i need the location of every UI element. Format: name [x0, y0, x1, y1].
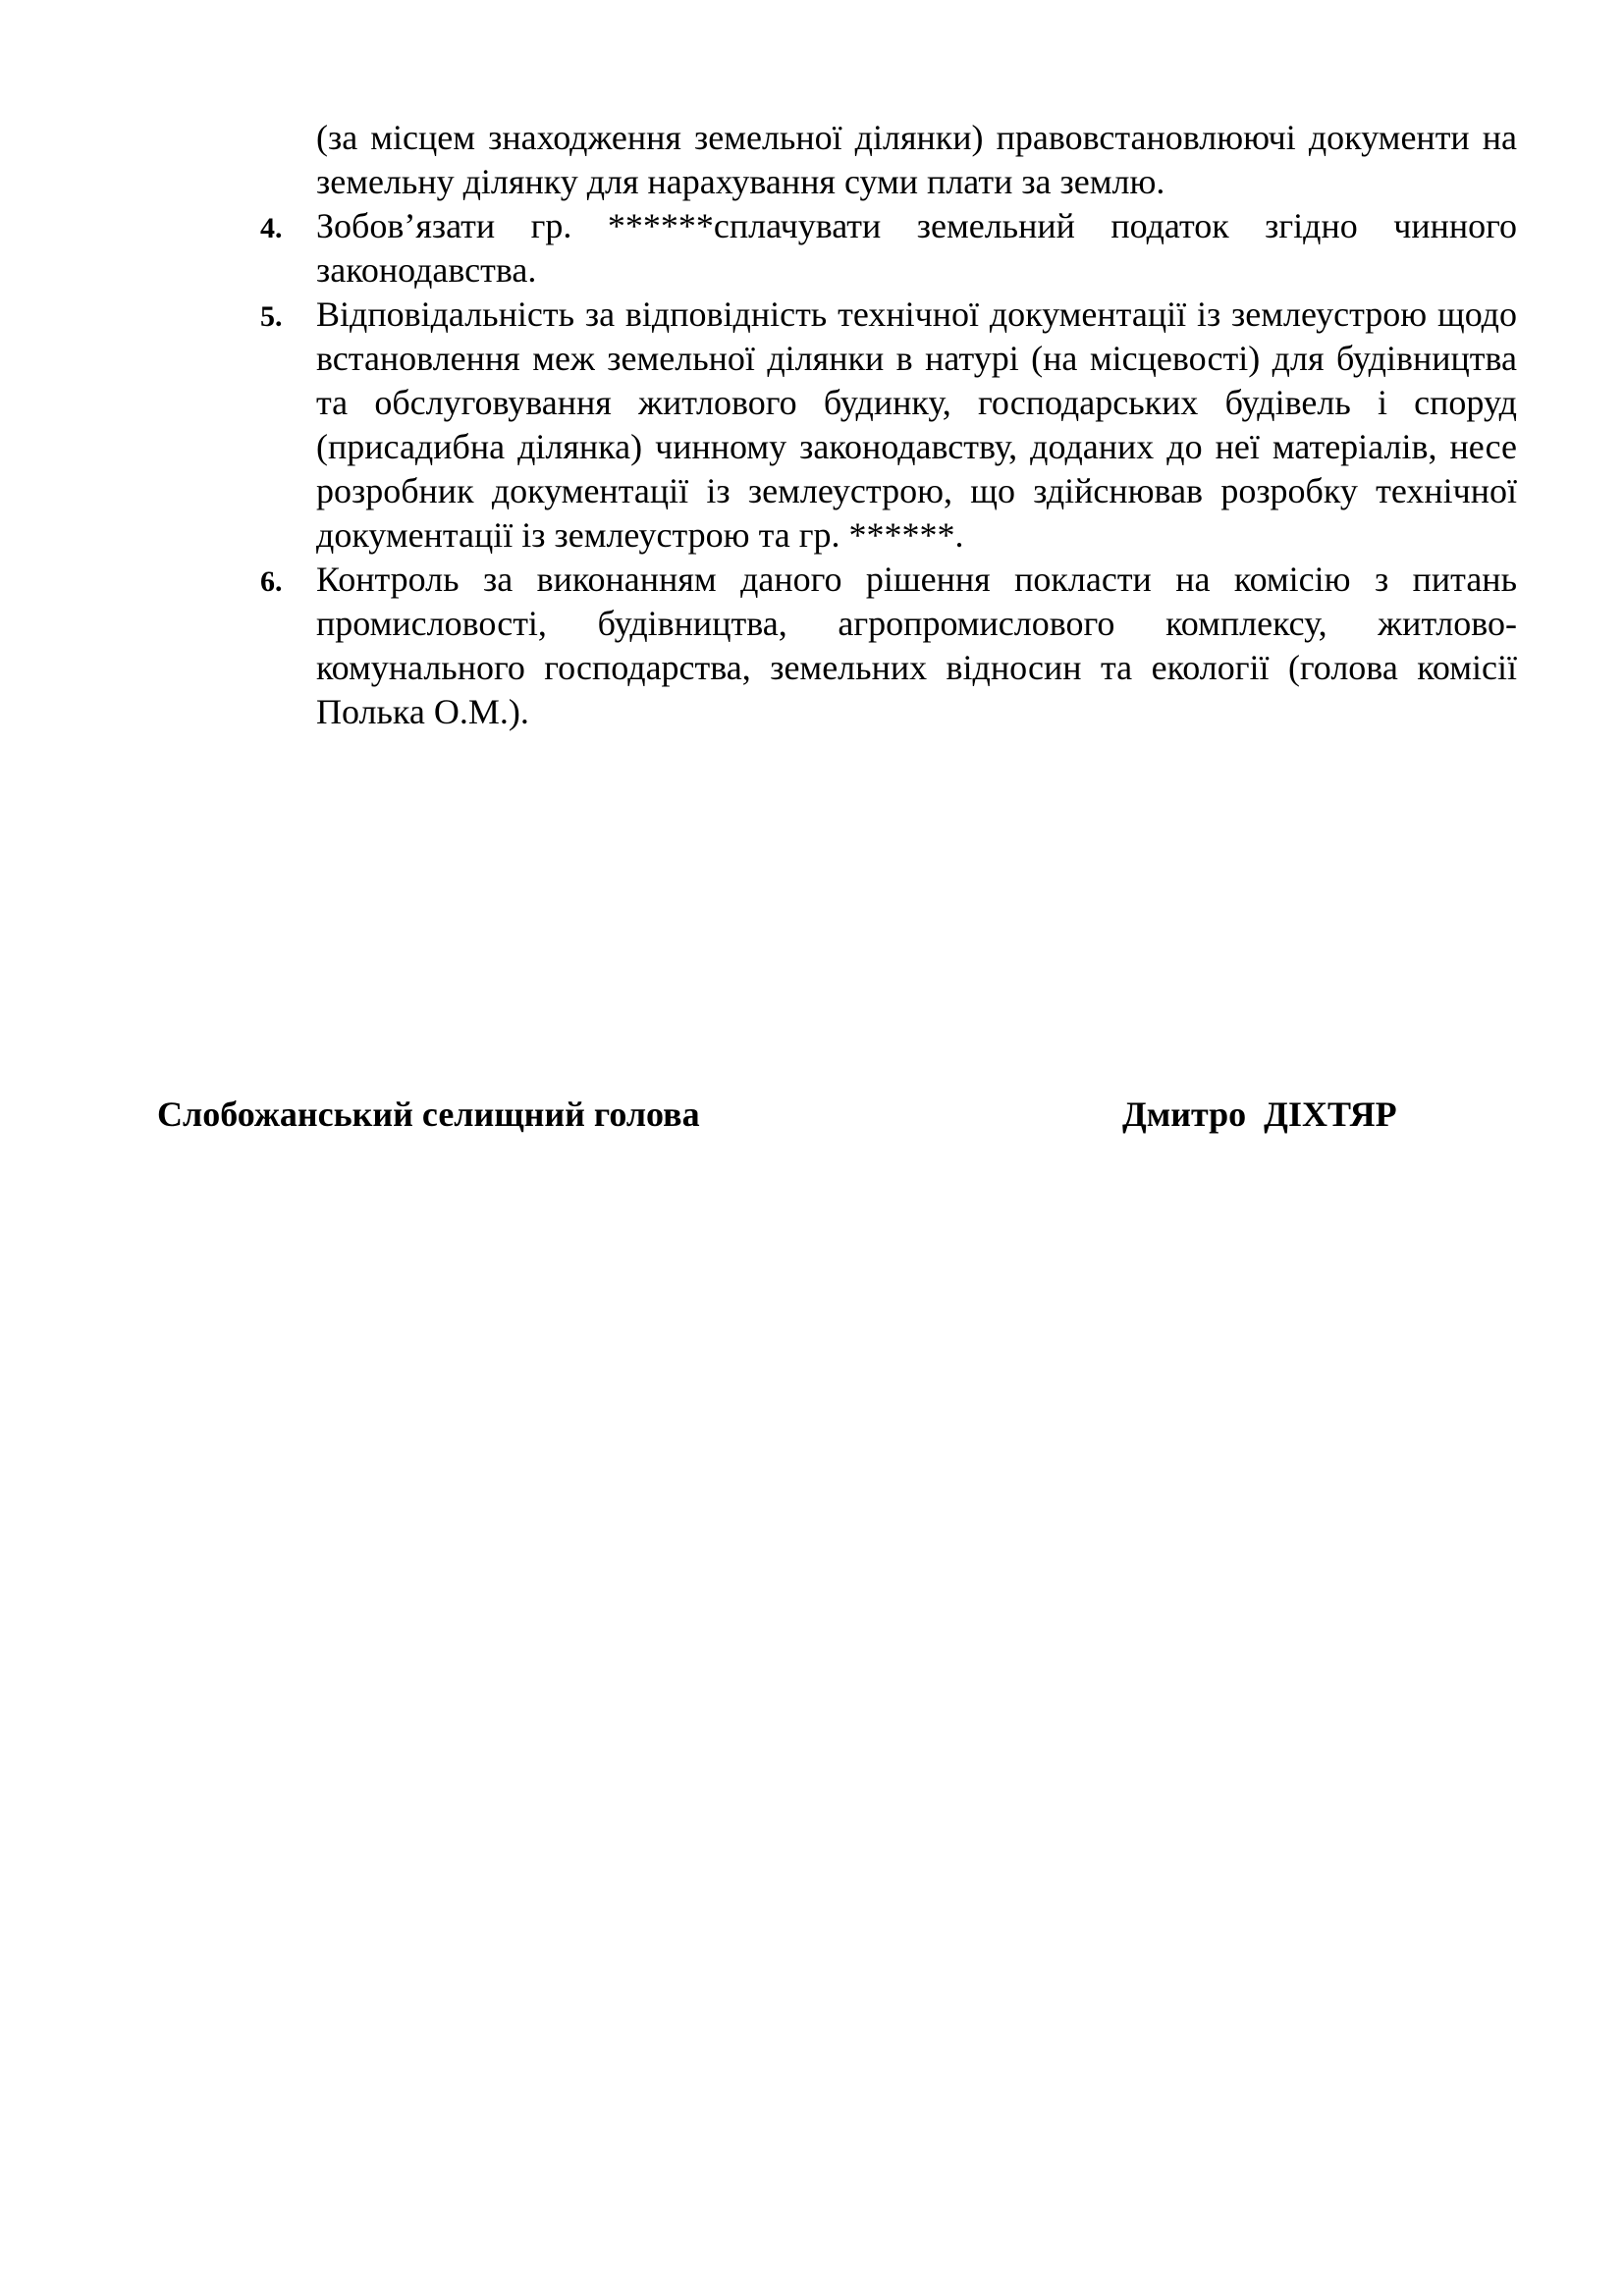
- list-item: [260, 204, 1517, 293]
- list-item: [260, 293, 1517, 558]
- item-number: 6.: [260, 565, 283, 598]
- signature-name: Дмитро ДІХТЯР: [1122, 1095, 1397, 1134]
- item-text: Відповідальність за відповідність технічної документації із землеустрою щодо встановлення меж земельної ділянки в натурі (на місцевості) для будівництва та обслуговування житлового будинку, господарських будівель і споруд (присадибна ділянка) чинному законодавству, доданих до неї матеріалів, несе розробник документації із землеустрою, що здійснював розробку технічної документації із землеустрою та гр. ******.: [316, 294, 1517, 555]
- document-body: [260, 116, 1517, 734]
- list-item: [260, 558, 1517, 734]
- item-number: 4.: [260, 212, 283, 244]
- item-number: 5.: [260, 300, 283, 333]
- signature-position: Слобожанський селищний голова: [157, 1095, 700, 1134]
- item-text: Контроль за виконанням даного рішення покласти на комісію з питань промисловості, будівництва, агропромислового комплексу, житлово-комунального господарства, земельних відносин та екології (голова комісії Полька О.М.).: [316, 560, 1517, 731]
- item-text: Зобов’язати гр. ******сплачувати земельний податок згідно чинного законодавства.: [316, 206, 1517, 290]
- continuation-paragraph: (за місцем знаходження земельної ділянки) правовстановлюючі документи на земельну ділянку для нарахування суми плати за землю.: [316, 118, 1517, 201]
